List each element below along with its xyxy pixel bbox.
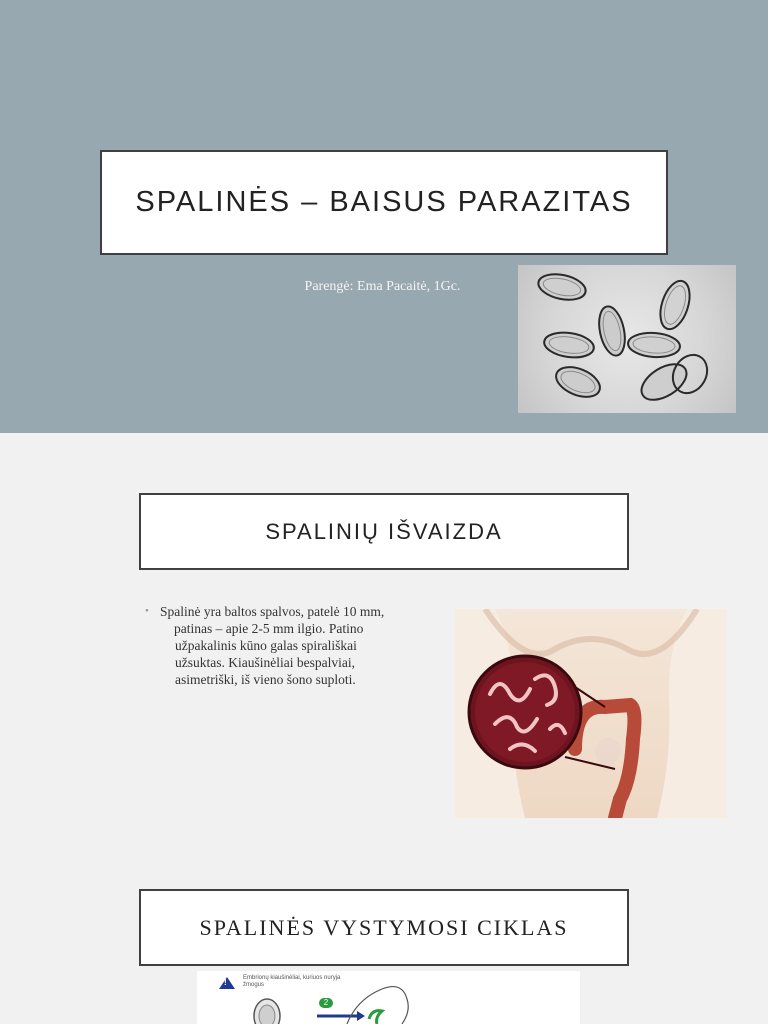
author-subtitle: Parengė: Ema Pacaitė, 1Gc. [304, 279, 461, 294]
cycle-title-box [139, 889, 629, 966]
arrow-right-icon [317, 1011, 365, 1021]
pinworm-eggs-photo [518, 265, 736, 413]
title-box [100, 150, 668, 255]
bullet-dot-icon: • [145, 605, 149, 617]
step-number-badge: 2 [319, 998, 333, 1008]
life-cycle-diagram: ! Embrionų kiaušinėliai, kuriuos nuryja žmogus 2 [197, 971, 580, 1024]
description-bullet [145, 603, 410, 688]
bullet-line-rest: patinas – apie 2-5 mm ilgio. Patino užpakalinis kūno galas spirališkai užsuktas. Kiaušinėliai bespalviai, asimetriški, iš vieno šono suploti. [174, 621, 364, 687]
section-title: SPALINIŲ IŠVAIZDA [265, 518, 503, 544]
diagram-caption: Embrionų kiaušinėliai, kuriuos nuryja žmogus [243, 975, 341, 988]
title-slide [0, 0, 768, 433]
section-title-box [139, 493, 629, 570]
slide-title: SPALINĖS – BAISUS PARAZITAS [135, 186, 633, 218]
intestine-worms-illustration [455, 609, 727, 818]
cycle-title: SPALINĖS VYSTYMOSI CIKLAS [199, 914, 569, 940]
bullet-line-1: Spalinė yra baltos spalvos, patelė 10 mm, [160, 604, 385, 619]
